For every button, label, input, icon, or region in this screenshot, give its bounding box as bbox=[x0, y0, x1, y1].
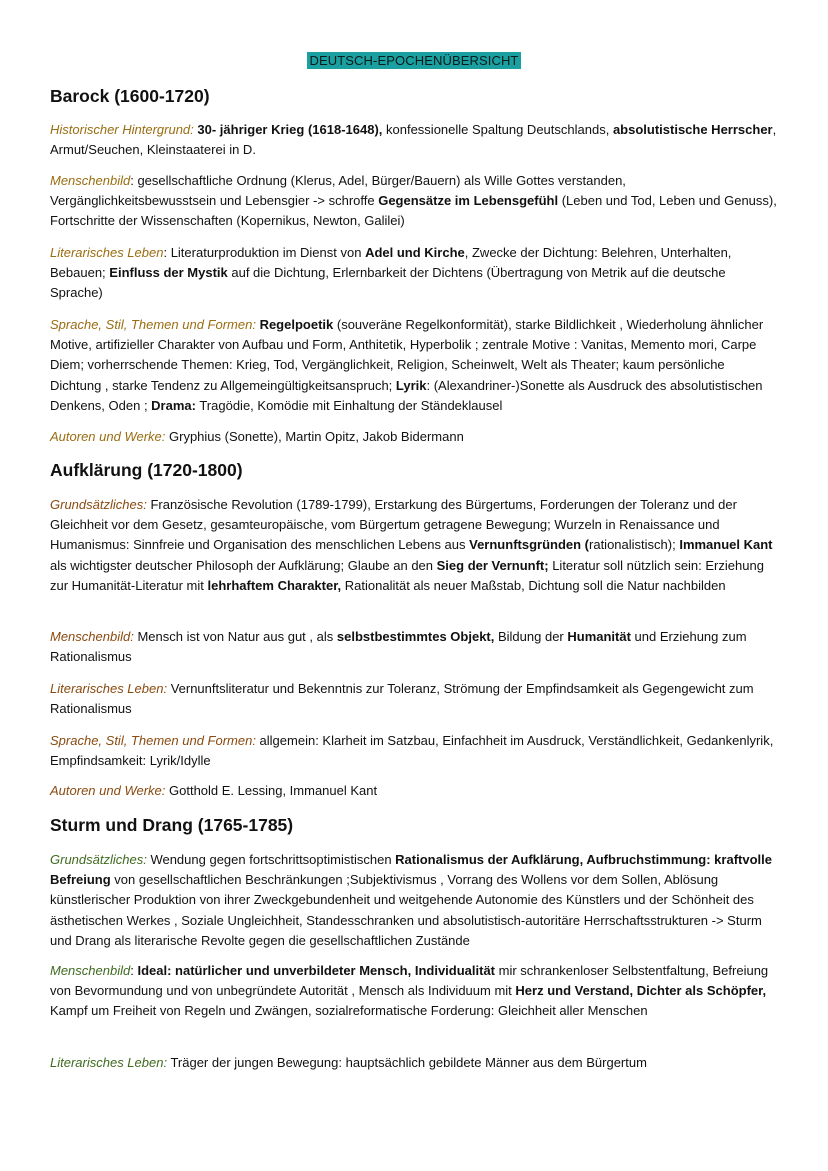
aufklaerung-sprache-stil: Sprache, Stil, Themen und Formen: allgemein: Klarheit im Satzbau, Einfachheit im Ausdruck, Verständlichkeit, Gedankenlyrik, Empfindsamkeit: Lyrik/Idylle bbox=[50, 733, 774, 769]
barock-menschenbild: Menschenbild: gesellschaftliche Ordnung (Klerus, Adel, Bürger/Bauern) als Wille Gottes verstanden, Vergänglichkeitsbewusstsein und Lebensgier -> schroffe Gegensätze im Lebensgefühl (Leben und Tod, Leben und Genuss), Fortschritte der Wissenschaften (Kopernikus, Newton, Galilei) bbox=[50, 173, 777, 229]
aufklaerung-literarisches-leben: Literarisches Leben: Vernunftsliteratur und Bekenntnis zur Toleranz, Strömung der Empfindsamkeit als Gegengewicht zum Rationalismus bbox=[50, 681, 754, 717]
label-sprache-stil: Sprache, Stil, Themen und Formen: bbox=[50, 733, 256, 748]
sturm-literarisches-leben: Literarisches Leben: Träger der jungen Bewegung: hauptsächlich gebildete Männer aus dem Bürgertum bbox=[50, 1055, 647, 1070]
barock-autoren: Autoren und Werke: Gryphius (Sonette), Martin Opitz, Jakob Bidermann bbox=[50, 429, 464, 444]
barock-literarisches-leben: Literarisches Leben: Literaturproduktion im Dienst von Adel und Kirche, Zwecke der Dichtung: Belehren, Unterhalten, Bebauen; Einfluss der Mystik auf die Dichtung, Erlernbarkeit der Dichtens (Übertragung von Metrik auf die deutsche Sprache) bbox=[50, 245, 732, 301]
label-menschenbild: Menschenbild bbox=[50, 173, 131, 188]
barock-hintergrund: Historischer Hintergrund: 30- jähriger Krieg (1618-1648), konfessionelle Spaltung Deutschlands, absolutistische Herrscher, Armut/Seuchen, Kleinstaaterei in D. bbox=[50, 122, 777, 158]
label-literarisches-leben: Literarisches Leben bbox=[50, 245, 164, 260]
label-autoren-werke: Autoren und Werke: bbox=[50, 783, 166, 798]
heading-barock: Barock (1600-1720) bbox=[50, 86, 210, 106]
aufklaerung-menschenbild: Menschenbild: Mensch ist von Natur aus gut , als selbstbestimmtes Objekt, Bildung der Humanität und Erziehung zum Rationalismus bbox=[50, 629, 747, 665]
title-wrapper bbox=[0, 52, 828, 70]
label-literarisches-leben: Literarisches Leben: bbox=[50, 681, 168, 696]
label-historischer-hintergrund: Historischer Hintergrund bbox=[50, 122, 191, 137]
label-menschenbild: Menschenbild bbox=[50, 963, 131, 978]
label-grundsaetzliches: Grundsätzliches: bbox=[50, 497, 147, 512]
label-autoren-werke: Autoren und Werke: bbox=[50, 429, 166, 444]
barock-sprache-stil: Sprache, Stil, Themen und Formen: Regelpoetik (souveräne Regelkonformität), starke Bildlichkeit , Wiederholung ähnlicher Motive, artifizieller Charakter von Aufbau und Form, Anthitetik, Hyperbolik ; zentrale Motive : Vanitas, Memento mori, Carpe Diem; vorherrschende Themen: Krieg, Tod, Vergänglichkeit, Religion, Scheinwelt, Welt als Theater; kaum persönliche Dichtung , starke Tendenz zu Allgemeingültigkeitsanspruch; Lyrik: (Alexandriner-)Sonette als Ausdruck des absolutistischen Denkens, Oden ; Drama: Tragödie, Komödie mit Einhaltung der Ständeklausel bbox=[50, 317, 764, 413]
heading-aufklaerung: Aufklärung (1720-1800) bbox=[50, 460, 243, 480]
label-grundsaetzliches: Grundsätzliches: bbox=[50, 852, 147, 867]
heading-sturm-und-drang: Sturm und Drang (1765-1785) bbox=[50, 815, 294, 835]
aufklaerung-grundsaetzliches: Grundsätzliches: Französische Revolution (1789-1799), Erstarkung des Bürgertums, Forderungen der Toleranz und der Gleichheit vor dem Gesetz, gesamteuropäische, vom Bürgertum getragene Bewegung; Wurzeln in Renaissance und Humanismus: Sinnfreie und Organisation des menschlichen Lebens aus Vernunftsgründen (rationalistisch); Immanuel Kant als wichtigster deutscher Philosoph der Aufklärung; Glaube an den Sieg der Vernunft; Literatur soll nützlich sein: Erziehung zur Humanität-Literatur mit lehrhaftem Charakter, Rationalität als neuer Maßstab, Dichtung soll die Natur nachbilden bbox=[50, 497, 773, 593]
document-title: DEUTSCH-EPOCHENÜBERSICHT bbox=[307, 52, 522, 69]
aufklaerung-autoren: Autoren und Werke: Gotthold E. Lessing, Immanuel Kant bbox=[50, 783, 378, 798]
sturm-menschenbild: Menschenbild: Ideal: natürlicher und unverbildeter Mensch, Individualität mir schrankenloser Selbstentfaltung, Befreiung von Bevormundung und von unbegründete Autorität , Mensch als Individuum mit Herz und Verstand, Dichter als Schöpfer, Kampf um Freiheit von Regeln und Zwängen, sozialreformatische Forderung: Gleichheit aller Menschen bbox=[50, 963, 769, 1019]
label-sprache-stil: Sprache, Stil, Themen und Formen: bbox=[50, 317, 256, 332]
label-menschenbild: Menschenbild: bbox=[50, 629, 134, 644]
label-literarisches-leben: Literarisches Leben: bbox=[50, 1055, 168, 1070]
sturm-grundsaetzliches: Grundsätzliches: Wendung gegen fortschrittsoptimistischen Rationalismus der Aufklärung, Aufbruchstimmung: kraftvolle Befreiung von gesellschaftlichen Beschränkungen ;Subjektivismus , Vorrang des Wollens vor dem Sollen, Ablösung künstlerischer Produktion von ihrer Zweckgebundenheit und weitgehende Autonomie des Künstlers und der Schönheit des ästhetischen Werkes , Soziale Ungleichheit, Standesschranken und absolutistisch-autoritäre Herrschaftsstrukturen -> Sturm und Drang als literarische Revolte gegen die gesellschaftlichen Zustände bbox=[50, 852, 772, 948]
